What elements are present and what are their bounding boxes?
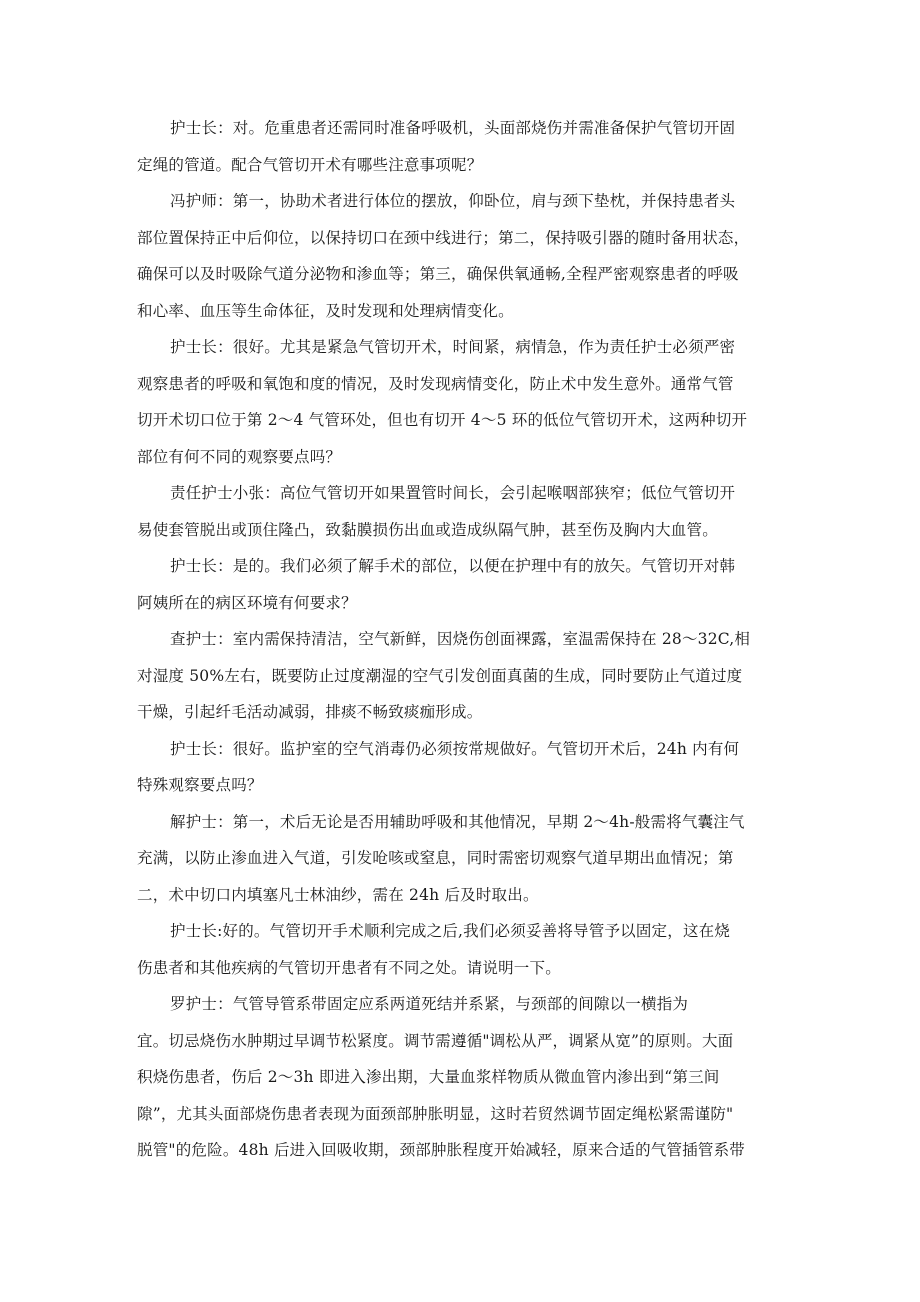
text-line: 护士长：很好。尤其是紧急气管切开术，时间紧，病情急，作为责任护士必须严密 bbox=[170, 338, 736, 356]
text-line: 解护士：第一，术后无论是否用辅助呼吸和其他情况，早期 2～4h-般需将气囊注气 bbox=[170, 812, 745, 831]
text-line: 部位置保持正中后仰位，以保持切口在颈中线进行；第二，保持吸引器的随时备用状态， bbox=[137, 228, 750, 247]
text-line: 护士长：是的。我们必须了解手术的部位，以便在护理中有的放矢。气管切开对韩 bbox=[170, 557, 736, 575]
text-line: 责任护士小张：高位气管切开如果置管时间长，会引起喉咽部狭窄；低位气管切开 bbox=[170, 484, 736, 502]
text-line: 积烧伤患者，伤后 2～3h 即进入渗出期，大量血浆样物质从微血管内渗出到“第三间 bbox=[137, 1068, 720, 1086]
text-line: 阿姨所在的病区环境有何要求？ bbox=[137, 593, 357, 612]
text-line: 查护士：室内需保持清洁，空气新鲜，因烧伤创面裸露，室温需保持在 28～32C,相 bbox=[170, 630, 751, 648]
dialogue-paragraph bbox=[137, 986, 787, 1169]
text-line: 罗护士：气管导管系带固定应系两道死结并系紧，与颈部的间隙以一横指为 bbox=[170, 995, 689, 1013]
text-line: 部位有何不同的观察要点吗？ bbox=[137, 447, 342, 466]
text-line: 确保可以及时吸除气道分泌物和渗血等；第三，确保供氧通畅,全程严密观察患者的呼吸 bbox=[137, 265, 739, 283]
text-line: 脱管"的危险。48h 后进入回吸收期，颈部肿胀程度开始减轻，原来合适的气管插管系带 bbox=[137, 1141, 745, 1159]
dialogue-paragraph bbox=[137, 475, 787, 548]
text-line: 和心率、血压等生命体征，及时发现和处理病情变化。 bbox=[137, 301, 514, 320]
text-line: 易使套管脱出或顶住隆凸，致黏膜损伤出血或造成纵隔气肿，甚至伤及胸内大血管。 bbox=[137, 520, 718, 539]
text-line: 护士长:好的。气管切开手术顺利完成之后,我们必须妥善将导管予以固定，这在烧 bbox=[170, 922, 731, 940]
dialogue-paragraph bbox=[137, 804, 787, 914]
text-line: 观察患者的呼吸和氧饱和度的情况，及时发现病情变化，防止术中发生意外。通常气管 bbox=[137, 374, 734, 393]
text-line: 定绳的管道。配合气管切开术有哪些注意事项呢？ bbox=[137, 155, 483, 174]
text-line: 充满，以防止渗血进入气道，引发呛咳或窒息，同时需密切观察气道早期出血情况；第 bbox=[137, 849, 734, 867]
text-line: 宜。切忌烧伤水肿期过早调节松紧度。调节需遵循"调松从严，调紧从宽”的原则。大面 bbox=[137, 1031, 734, 1050]
dialogue-paragraph bbox=[137, 621, 787, 731]
text-line: 对湿度 50%左右，既要防止过度潮湿的空气引发创面真菌的生成，同时要防止气道过度 bbox=[137, 666, 743, 685]
text-line: 特殊观察要点吗？ bbox=[137, 776, 263, 794]
text-line: 干燥，引起纤毛活动减弱，排痰不畅致痰痂形成。 bbox=[137, 703, 483, 721]
text-line: 二，术中切口内填塞凡士林油纱，需在 24h 后及时取出。 bbox=[137, 885, 539, 904]
text-line: 护士长：对。危重患者还需同时准备呼吸机，头面部烧伤并需准备保护气管切开固 bbox=[170, 119, 736, 137]
dialogue-paragraph bbox=[137, 548, 787, 621]
text-line: 护士长：很好。监护室的空气消毒仍必须按常规做好。气管切开术后，24h 内有何 bbox=[170, 739, 740, 758]
text-line: 伤患者和其他疾病的气管切开患者有不同之处。请说明一下。 bbox=[137, 958, 561, 977]
dialogue-paragraph bbox=[137, 731, 787, 804]
document-body bbox=[137, 110, 787, 1169]
text-line: 隙”，尤其头面部烧伤患者表现为面颈部肿胀明显，这时若贸然调节固定绳松紧需谨防" bbox=[137, 1104, 734, 1123]
text-line: 切开术切口位于第 2～4 气管环处，但也有切开 4～5 环的低位气管切开术，这两种切开 bbox=[137, 411, 748, 429]
dialogue-paragraph bbox=[137, 183, 787, 329]
dialogue-paragraph bbox=[137, 329, 787, 475]
dialogue-paragraph bbox=[137, 110, 787, 183]
text-line: 冯护师：第一，协助术者进行体位的摆放，仰卧位，肩与颈下垫枕，并保持患者头 bbox=[170, 192, 736, 210]
dialogue-paragraph bbox=[137, 913, 787, 986]
